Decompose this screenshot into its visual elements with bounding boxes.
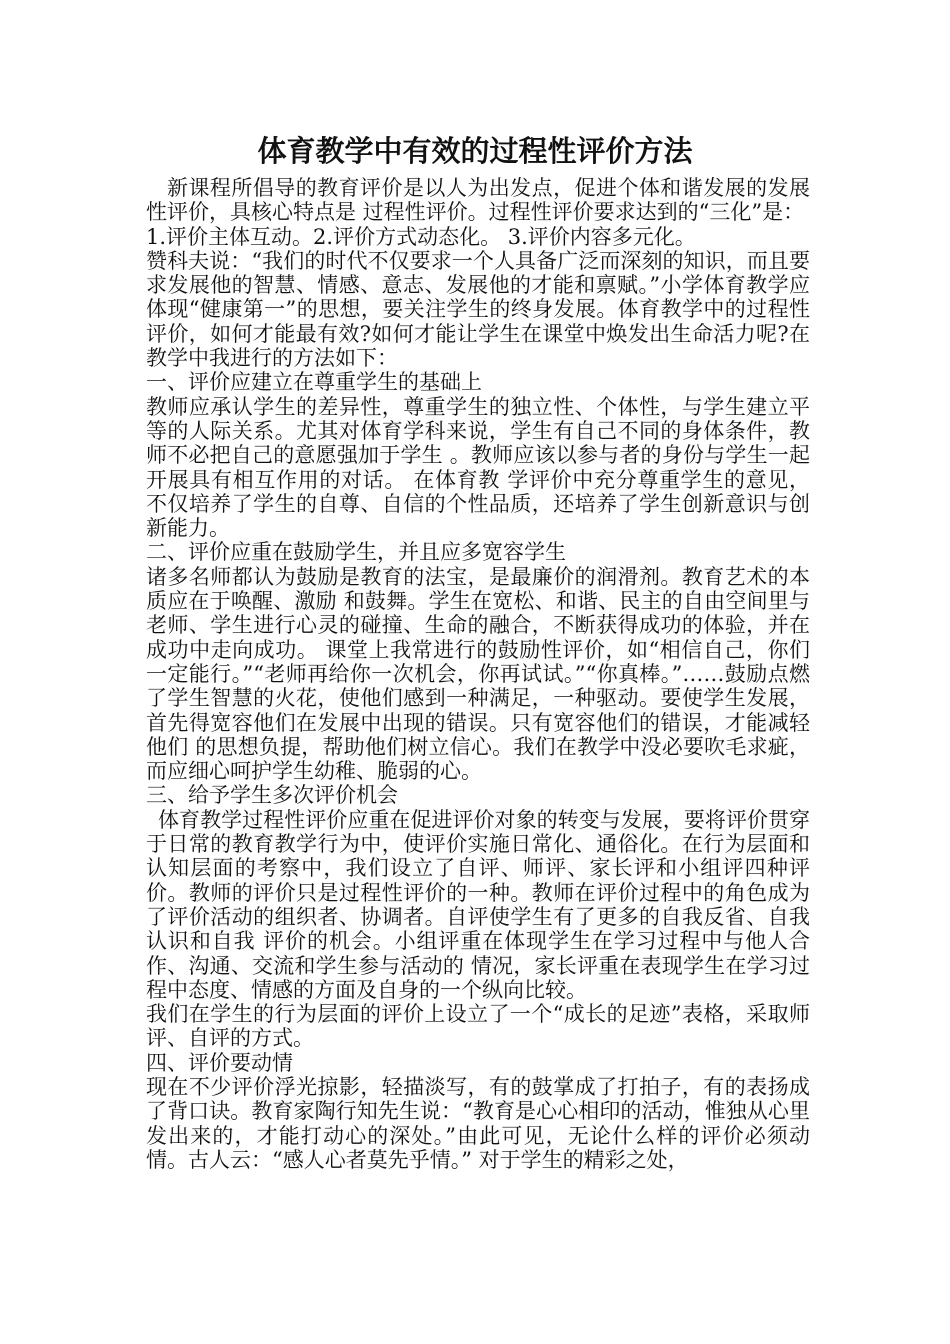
section-heading-2: 二、评价应重在鼓励学生，并且应多宽容学生: [146, 540, 566, 565]
paragraph-section-3: 体育教学过程性评价应重在促进评价对象的转变与发展，要将评价贯穿于日常的教育教学行为中，使评价实施日常化、通俗化。在行为层面和认知层面的考察中，我们设立了自评、师评、家长评和小组评四种评价。教师的评价只是过程性评价的一种。教师在评价过程中的角色成为了评价活动的组织者、协调者。自评使学生有了更多的自我反省、自我认识和自我 评价的机会。小组评重在体现学生在学习过程中与他人合作、沟通、交流和学生参与活动的 情况，家长评重在表现学生在学习过程中态度、情感的方面及自身的一个纵向比较。: [146, 807, 810, 1002]
paragraph-zankov-quote: 赞科夫说：“我们的时代不仅要求一个人具备广泛而深刻的知识，而且要求发展他的智慧、情感、意志、发展他的才能和禀赋。”小学体育教学应体现“健康第一”的思想，要关注学生的终身发展。体育教学中的过程性评价，如何才能最有效?如何才能让学生在课堂中焕发出生命活力呢?在教学中我进行的方法如下：: [146, 248, 810, 371]
paragraph-intro: 新课程所倡导的教育评价是以人为出发点，促进个体和谐发展的发展性评价，具核心特点是 过程性评价。过程性评价要求达到的“三化”是：: [146, 176, 810, 225]
paragraph-growth-footprint: 我们在学生的行为层面的评价上设立了一个“成长的足迹”表格，采取师评、自评的方式。: [146, 1002, 810, 1051]
paragraph-section-2: 诸多名师都认为鼓励是教育的法宝，是最廉价的润滑剂。教育艺术的本质应在于唤醒、激励 和鼓舞。学生在宽松、和谐、民主的自由空间里与老师、学生进行心灵的碰撞、生命的融合，不断获得成功的体验，并在成功中走向成功。 课堂上我常进行的鼓励性评价，如“相信自己，你们一定能行。”“老师再给你一次机会，你再试试。”“你真棒。”……鼓励点燃了学生智慧的火花，使他们感到一种满足，一种驱动。要使学生发展，首先得宽容他们在发展中出现的错误。只有宽容他们的错误，才能减轻他们 的思想负提，帮助他们树立信心。我们在教学中没必要吹毛求疵，而应细心呵护学生幼稚、脆弱的心。: [146, 564, 810, 784]
document-body: [146, 176, 810, 1172]
paragraph-section-1: 教师应承认学生的差异性，尊重学生的独立性、个体性，与学生建立平等的人际关系。尤其对体育学科来说，学生有自己不同的身体条件，教师不必把自己的意愿强加于学生 。教师应该以参与者的身份与学生一起开展具有相互作用的对话。 在体育教 学评价中充分尊重学生的意见，不仅培养了学生的自尊、自信的个性品质，还培养了学生创新意识与创新能力。: [146, 394, 810, 541]
paragraph-section-4: 现在不少评价浮光掠影，轻描淡写，有的鼓掌成了打拍子，有的表扬成了背口诀。教育家陶行知先生说：“教育是心心相印的活动，惟独从心里发出来的，才能打动心的深处。”由此可见，无论什么样的评价必须动情。古人云：“感人心者莫先乎情。” 对于学生的精彩之处，: [146, 1074, 810, 1172]
section-heading-3: 三、给予学生多次评价机会: [146, 783, 398, 808]
paragraph-three-points: 1.评价主体互动。2.评价方式动态化。 3.评价内容多元化。: [146, 224, 696, 249]
section-heading-1: 一、评价应建立在尊重学生的基础上: [146, 370, 482, 395]
document-title: 体育教学中有效的过程性评价方法: [257, 134, 693, 168]
section-heading-4: 四、评价要动情: [146, 1050, 293, 1075]
